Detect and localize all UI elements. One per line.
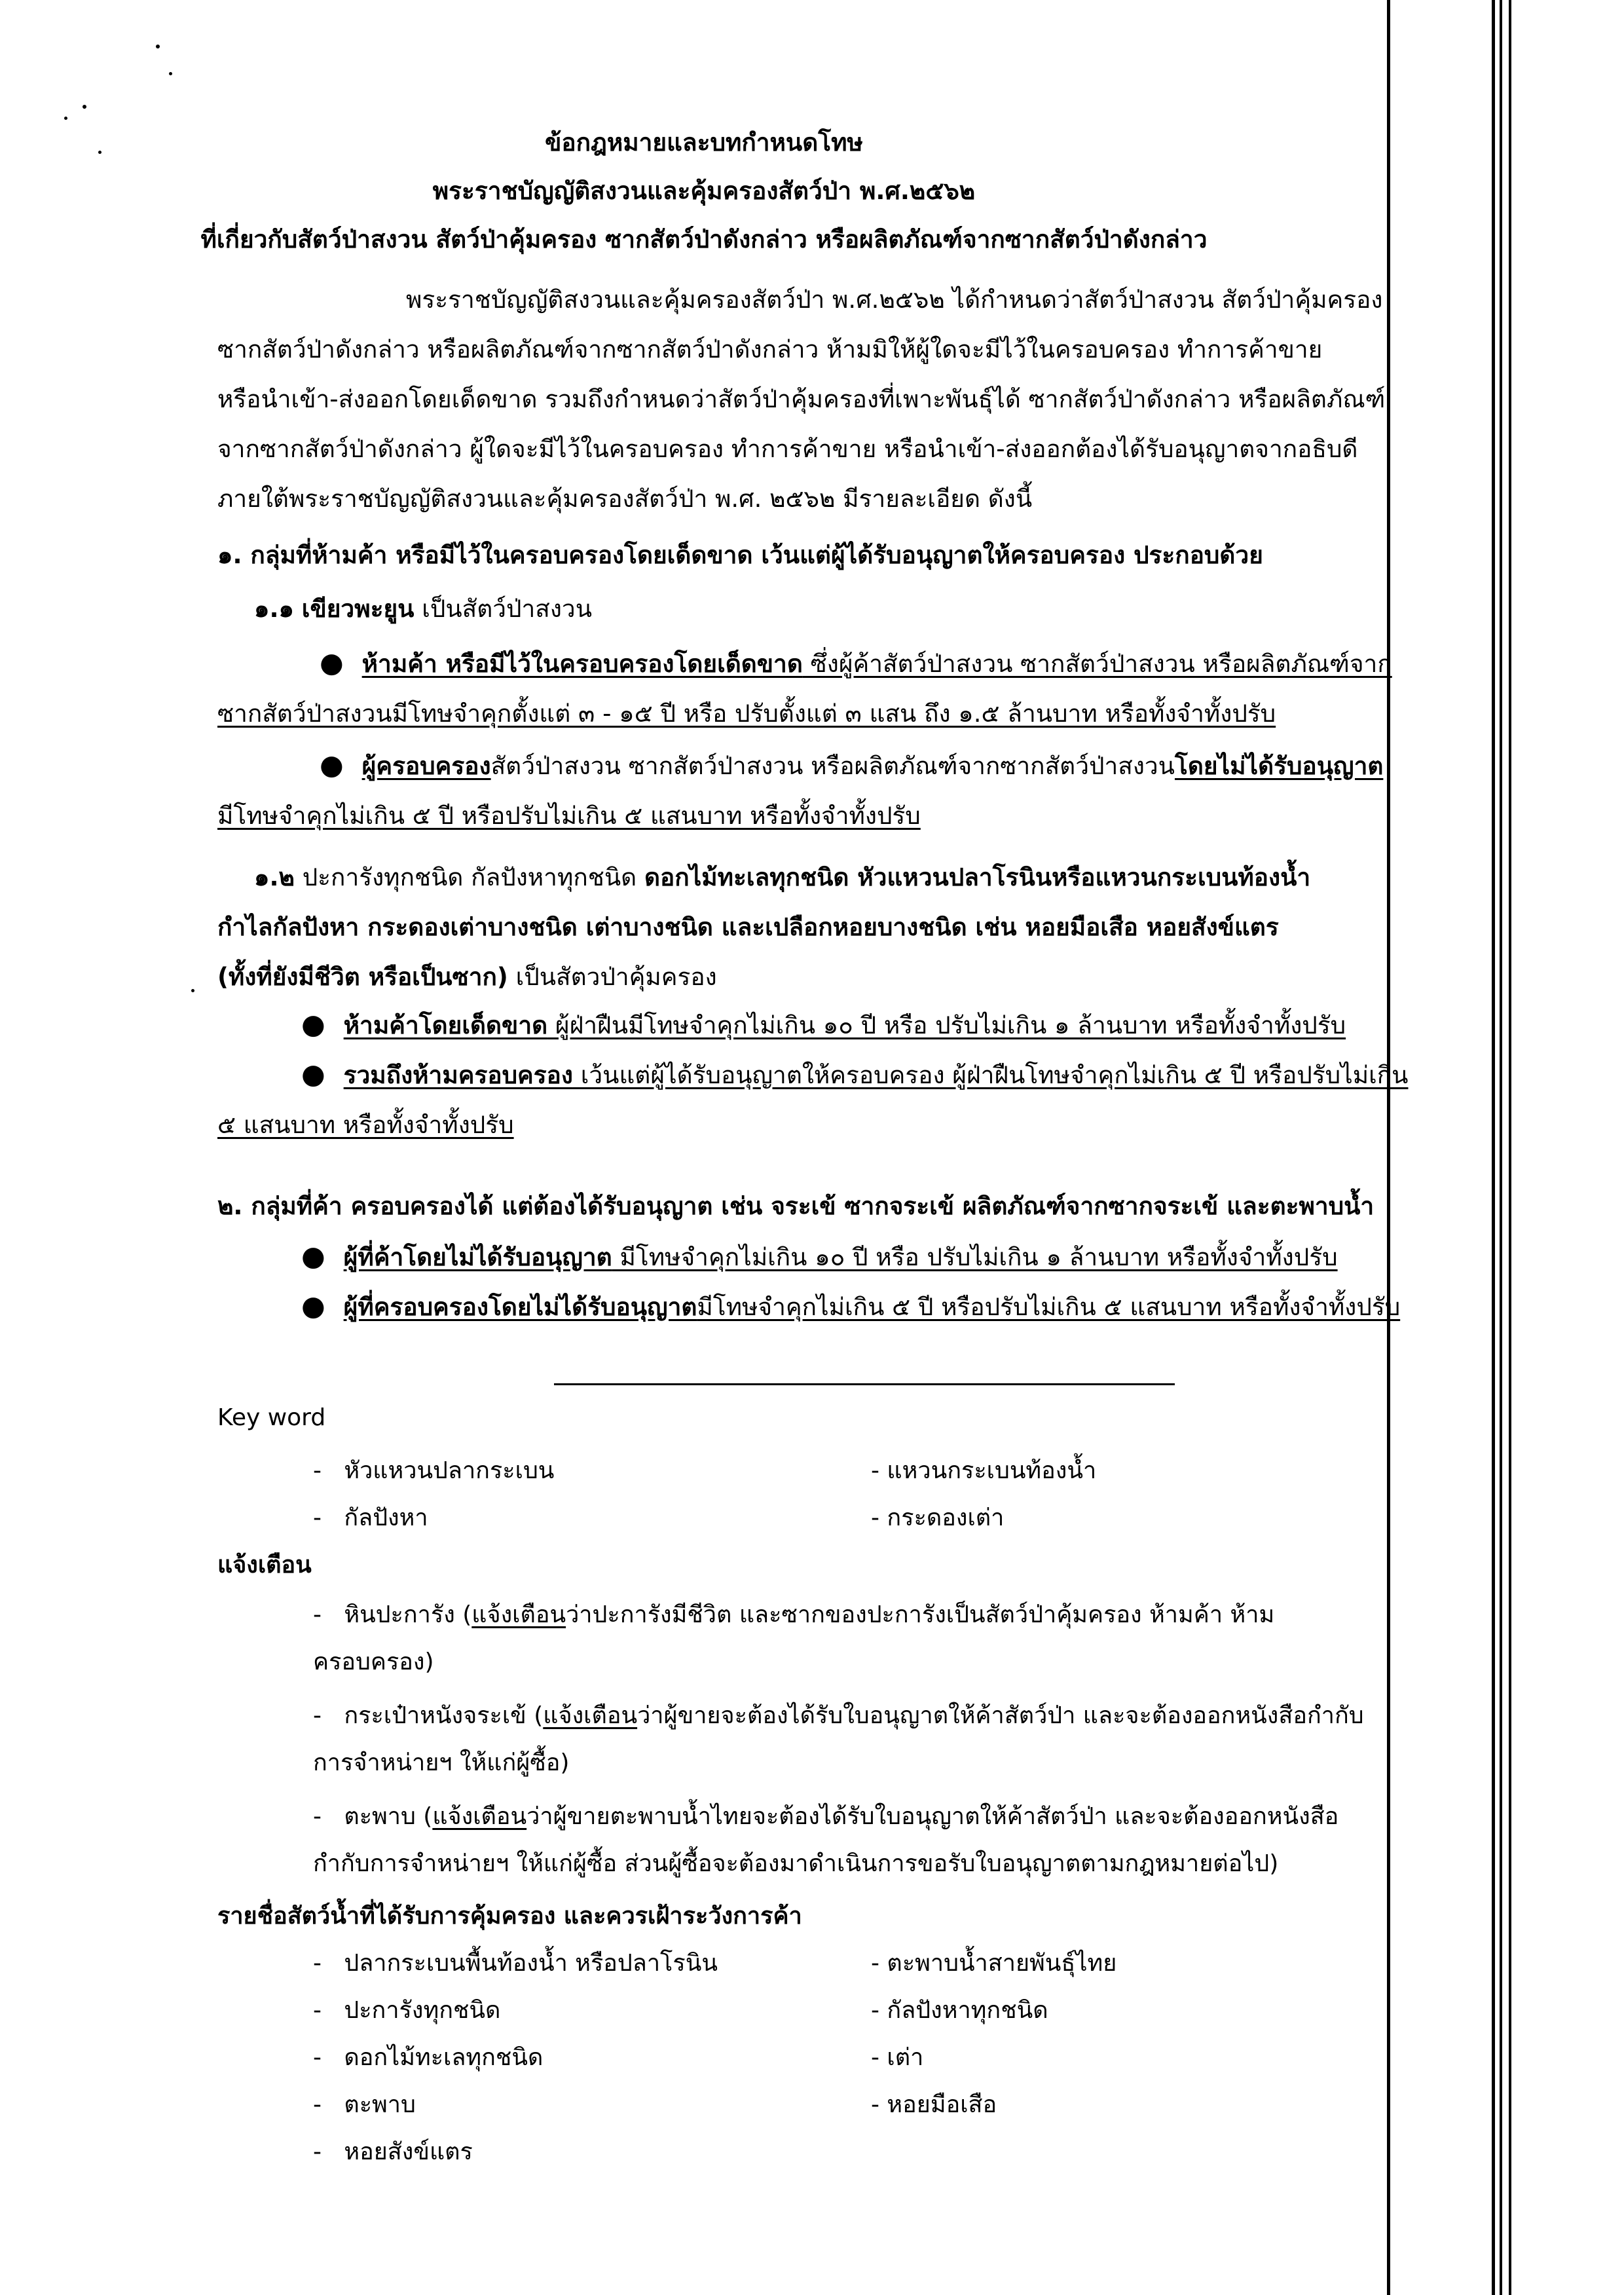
separator-rule (554, 1383, 1175, 1385)
bullet-icon: ● (320, 646, 344, 679)
emphasis-text: ผู้ที่ครอบครองโดยไม่ได้รับอนุญาต (343, 1293, 697, 1321)
warning-word: แจ้งเตือน (432, 1803, 527, 1830)
scan-speck (64, 117, 67, 120)
protected-item-left: - หอยสังข์แตร (313, 2138, 473, 2165)
warning-item-1-cont: ครอบครอง) (313, 1649, 434, 1675)
dash-icon: - (313, 1803, 322, 1830)
emphasis-text: ดอกไม้ทะเลทุกชนิด หัวแหวนปลาโรนินหรือแหวนกระเบนท้องน้ำ (644, 863, 1311, 891)
dash-icon: - (313, 1702, 322, 1729)
dash-icon: - (313, 2044, 322, 2071)
protected-item-right: - หอยมือเสือ (871, 2091, 997, 2118)
bullet-icon: ● (301, 1240, 325, 1272)
section-2-heading: ๒. กลุ่มที่ค้า ครอบครองได้ แต่ต้องได้รับอนุญาต เช่น จระเข้ ซากจระเข้ ผลิตภัณฑ์จากซากจระเข้ และตะพาบน้ำ (217, 1192, 1375, 1220)
protected-list-label: รายชื่อสัตว์น้ำที่ได้รับการคุ้มครอง และควรเฝ้าระวังการค้า (217, 1903, 802, 1930)
penalty-text: มีโทษจำคุกไม่เกิน ๑๐ ปี หรือ ปรับไม่เกิน ๑ ล้านบาท หรือทั้งจำทั้งปรับ (612, 1243, 1338, 1271)
protected-item-right: - เต่า (871, 2044, 924, 2071)
scan-speck (191, 989, 194, 992)
protected-item-right: - ตะพาบน้ำสายพันธุ์ไทย (871, 1950, 1117, 1977)
emphasis-text: ผู้ครอบครอง (361, 752, 491, 780)
penalty-text: ซึ่งผู้ค้าสัตว์ป่าสงวน ซากสัตว์ป่าสงวน หรือผลิตภัณฑ์จาก (802, 650, 1392, 678)
section-1-2-bullet-1 (301, 1006, 1346, 1045)
emphasis-text: ห้ามค้าโดยเด็ดขาด (343, 1011, 548, 1039)
section-1-1-bullet-1-cont: ซากสัตว์ป่าสงวนมีโทษจำคุกตั้งแต่ ๓ - ๑๕ ปี หรือ ปรับตั้งแต่ ๓ แสน ถึง ๑.๕ ล้านบาท หรือทั้งจำทั้งปรับ (217, 700, 1276, 728)
protected-item-right: - กัลปังหาทุกชนิด (871, 1997, 1048, 2024)
warning-item-1: - หินปะการัง (แจ้งเตือนว่าปะการังมีชีวิต และซากของปะการังเป็นสัตว์ป่าคุ้มครอง ห้ามค้า ห้าม (313, 1601, 1275, 1628)
intro-line: หรือนำเข้า-ส่งออกโดยเด็ดขาด รวมถึงกำหนดว่าสัตว์ป่าคุ้มครองที่เพาะพันธุ์ได้ ซากสัตว์ป่าดังกล่าว หรือผลิตภัณฑ์ (217, 385, 1386, 413)
emphasis-text: โดยไม่ได้รับอนุญาต (1174, 752, 1384, 780)
body-text: ปะการังทุกชนิด กัลปังหาทุกชนิด (294, 863, 644, 891)
warning-item-2: - กระเป๋าหนังจระเข้ (แจ้งเตือนว่าผู้ขายจะต้องได้รับใบอนุญาตให้ค้าสัตว์ป่า และจะต้องออกหนังสือกำกับ (313, 1702, 1364, 1729)
protected-item-left: - ปะการังทุกชนิด (313, 1997, 501, 2024)
body-text: สัตว์ป่าสงวน ซากสัตว์ป่าสงวน หรือผลิตภัณฑ์จากซากสัตว์ป่าสงวน (490, 752, 1175, 780)
dash-icon: - (313, 1997, 322, 2024)
intro-line: ซากสัตว์ป่าดังกล่าว หรือผลิตภัณฑ์จากซากสัตว์ป่าดังกล่าว ห้ามมิให้ผู้ใดจะมีไว้ในครอบครอง ทำการค้าขาย (217, 335, 1323, 364)
intro-line: จากซากสัตว์ป่าดังกล่าว ผู้ใดจะมีไว้ในครอบครอง ทำการค้าขาย หรือนำเข้า-ส่งออกต้องได้รับอนุญาตจากอธิบดี (217, 435, 1358, 463)
section-1-2-bullet-2 (301, 1056, 1408, 1094)
section-1-heading: ๑. กลุ่มที่ห้ามค้า หรือมีไว้ในครอบครองโดยเด็ดขาด เว้นแต่ผู้ได้รับอนุญาตให้ครอบครอง ประกอบด้วย (217, 541, 1263, 569)
protected-item-left: - ตะพาบ (313, 2091, 416, 2118)
keyword-item-right: - แหวนกระเบนท้องน้ำ (871, 1457, 1097, 1484)
scan-edge-line-4 (1509, 0, 1511, 2295)
penalty-text: เว้นแต่ผู้ได้รับอนุญาตให้ครอบครอง ผู้ฝ่าฝืนโทษจำคุกไม่เกิน ๕ ปี หรือปรับไม่เกิน (572, 1061, 1409, 1089)
dash-icon: - (313, 2138, 322, 2165)
bullet-icon: ● (301, 1290, 325, 1322)
emphasis-text: รวมถึงห้ามครอบครอง (343, 1061, 573, 1089)
document-subtitle: พระราชบัญญัติสงวนและคุ้มครองสัตว์ป่า พ.ศ.๒๕๖๒ (432, 177, 976, 205)
section-1-2-line-1 (254, 858, 1310, 897)
section-2-bullet-2 (301, 1288, 1400, 1326)
body-text: เป็นสัตวป่าคุ้มครอง (507, 963, 717, 991)
dash-icon: - (313, 1504, 322, 1531)
section-1-2-bullet-2-cont: ๕ แสนบาท หรือทั้งจำทั้งปรับ (217, 1111, 514, 1139)
penalty-text: มีโทษจำคุกไม่เกิน ๕ ปี หรือปรับไม่เกิน ๕ แสนบาท หรือทั้งจำทั้งปรับ (697, 1293, 1401, 1321)
warning-item-2-cont: การจำหน่ายฯ ให้แก่ผู้ซื้อ) (313, 1749, 570, 1776)
dash-icon: - (313, 2091, 322, 2118)
bullet-icon: ● (301, 1058, 325, 1090)
bullet-icon: ● (301, 1008, 325, 1040)
scan-edge-line-1 (1387, 0, 1390, 2295)
section-1-2-number: ๑.๒ (254, 863, 295, 891)
document-title: ข้อกฎหมายและบทกำหนดโทษ (545, 128, 863, 157)
emphasis-text: (ทั้งที่ยังมีชีวิต หรือเป็นซาก) (217, 963, 508, 991)
keyword-item-left: - หัวแหวนปลากระเบน (313, 1457, 555, 1484)
dash-icon: - (313, 1457, 322, 1484)
section-1-2-line-2: กำไลกัลปังหา กระดองเต่าบางชนิด เต่าบางชนิด และเปลือกหอยบางชนิด เช่น หอยมือเสือ หอยสังข์แตร (217, 913, 1279, 941)
document-subtitle-2: ที่เกี่ยวกับสัตว์ป่าสงวน สัตว์ป่าคุ้มครอง ซากสัตว์ป่าดังกล่าว หรือผลิตภัณฑ์จากซากสัตว์ป่าดังกล่าว (200, 225, 1208, 253)
section-1-1-title (254, 589, 592, 628)
scan-edge-line-3 (1500, 0, 1502, 2295)
intro-line: ภายใต้พระราชบัญญัติสงวนและคุ้มครองสัตว์ป่า พ.ศ. ๒๕๖๒ มีรายละเอียด ดังนี้ (217, 485, 1033, 513)
keyword-label: Key word (217, 1404, 326, 1431)
warning-word: แจ้งเตือน (543, 1702, 638, 1729)
section-1-1-bullet-2 (320, 747, 1383, 785)
warning-word: แจ้งเตือน (471, 1601, 566, 1628)
protected-item-left: - ดอกไม้ทะเลทุกชนิด (313, 2044, 544, 2071)
intro-line: พระราชบัญญัติสงวนและคุ้มครองสัตว์ป่า พ.ศ.๒๕๖๒ ได้กำหนดว่าสัตว์ป่าสงวน สัตว์ป่าคุ้มครอง (406, 286, 1383, 314)
dash-icon: - (313, 1601, 322, 1628)
section-1-1-number: ๑.๑ (254, 595, 295, 623)
section-1-2-line-3 (217, 958, 717, 996)
scan-edge-line-2 (1492, 0, 1495, 2295)
emphasis-text: ผู้ที่ค้าโดยไม่ได้รับอนุญาต (343, 1243, 612, 1271)
bullet-icon: ● (320, 749, 344, 781)
section-1-1-bullet-1 (320, 644, 1392, 683)
warning-item-3-cont: กำกับการจำหน่ายฯ ให้แก่ผู้ซื้อ ส่วนผู้ซื้อจะต้องมาดำเนินการขอรับใบอนุญาตตามกฎหมายต่อไป) (313, 1850, 1279, 1877)
protected-item-left: - ปลากระเบนพื้นท้องน้ำ หรือปลาโรนิน (313, 1950, 718, 1977)
section-2-bullet-1 (301, 1238, 1338, 1277)
scan-speck (83, 105, 86, 109)
warning-item-3: - ตะพาบ (แจ้งเตือนว่าผู้ขายตะพาบน้ำไทยจะต้องได้รับใบอนุญาตให้ค้าสัตว์ป่า และจะต้องออกหนังสือ (313, 1803, 1339, 1830)
scan-speck (156, 45, 160, 48)
penalty-text: ผู้ฝ่าฝืนมีโทษจำคุกไม่เกิน ๑๐ ปี หรือ ปรับไม่เกิน ๑ ล้านบาท หรือทั้งจำทั้งปรับ (547, 1011, 1346, 1039)
section-1-1-bullet-2-cont: มีโทษจำคุกไม่เกิน ๕ ปี หรือปรับไม่เกิน ๕ แสนบาท หรือทั้งจำทั้งปรับ (217, 802, 921, 830)
section-1-1-species: เขียวพะยูน (301, 595, 415, 623)
keyword-item-right: - กระดองเต่า (871, 1504, 1005, 1531)
warning-label: แจ้งเตือน (217, 1552, 312, 1578)
keyword-item-left: - กัลปังหา (313, 1504, 428, 1531)
section-1-1-status: เป็นสัตว์ป่าสงวน (414, 595, 592, 623)
emphasis-text: ห้ามค้า หรือมีไว้ในครอบครองโดยเด็ดขาด (361, 650, 803, 678)
scan-speck (169, 72, 172, 75)
dash-icon: - (313, 1950, 322, 1977)
